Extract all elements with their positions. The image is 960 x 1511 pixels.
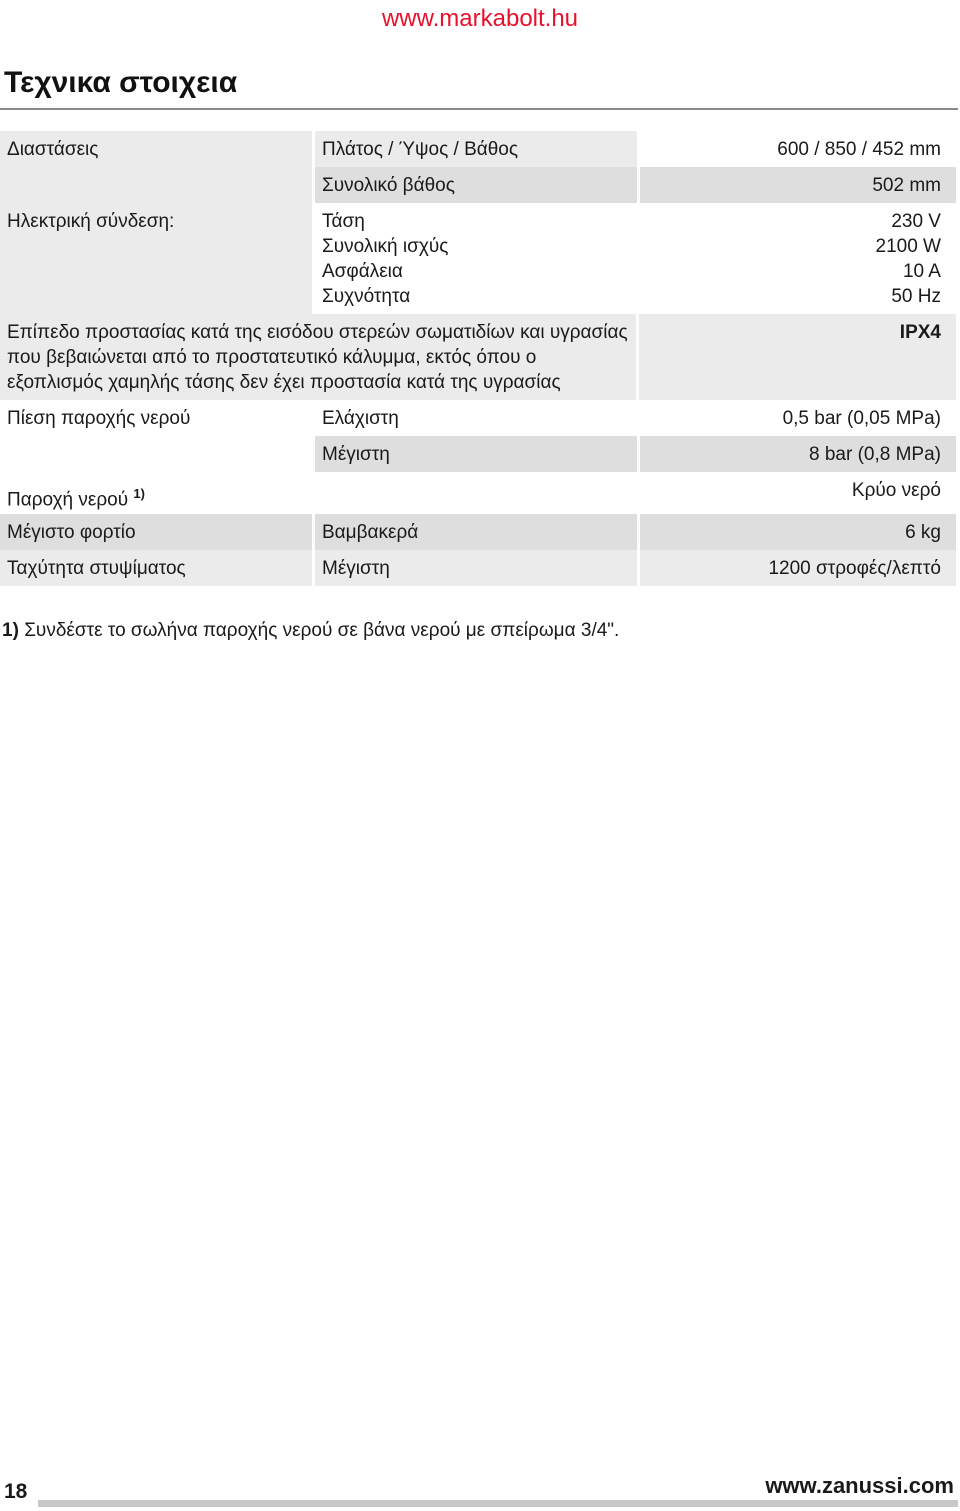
table-row-total-depth: [0, 167, 956, 203]
row-value: 502 mm: [640, 167, 956, 203]
row-label: Ταχύτητα στυψίματος: [0, 550, 312, 586]
watermark-url: www.markabolt.hu: [381, 5, 579, 32]
footnote-ref: 1): [133, 486, 145, 501]
value-voltage: 230 V: [891, 211, 941, 232]
footnote-mark: 1): [2, 620, 19, 641]
title-divider: [0, 108, 958, 110]
table-row-dimensions: [0, 131, 956, 167]
row-label-text: Παροχή νερού: [7, 489, 129, 511]
row-param: Βαμβακερά: [315, 514, 637, 550]
table-row-protection: [0, 314, 956, 400]
row-params: [315, 203, 637, 314]
row-value: Κρύο νερό: [851, 480, 941, 501]
row-value: 6 kg: [640, 514, 956, 550]
specs-table: [0, 131, 956, 586]
row-value: 600 / 850 / 452 mm: [777, 139, 941, 160]
footnote-text: Συνδέστε το σωλήνα παροχής νερού σε βάνα νερού με σπείρωμα 3/4".: [24, 620, 620, 641]
table-row-max-load: [0, 514, 956, 550]
row-label: [0, 167, 312, 203]
row-label: Επίπεδο προστασίας κατά της εισόδου στερεών σωματιδίων και υγρασίας που βεβαιώνεται από το προστατευτικό κάλυμμα, εκτός όπου ο εξοπλισμός χαμηλής τάσης δεν έχει προστασία κατά της υγρασίας: [0, 314, 636, 400]
row-label: [0, 472, 312, 514]
table-row-water-supply: [0, 472, 956, 514]
row-param: Ελάχιστη: [322, 408, 399, 429]
value-fuse: 10 A: [902, 261, 941, 282]
row-label: Ηλεκτρική σύνδεση:: [0, 203, 312, 314]
row-label: Διαστάσεις: [0, 131, 312, 167]
param-frequency: Συχνότητα: [322, 286, 411, 307]
footer-url: www.zanussi.com: [765, 1473, 954, 1498]
row-values: [640, 203, 956, 314]
table-row-water-pressure-min: [0, 400, 956, 436]
page-title: Τεχνικα στοιχεια: [4, 66, 238, 99]
row-value: 1200 στροφές/λεπτό: [640, 550, 956, 586]
table-row-water-pressure-max: [0, 436, 956, 472]
param-total-power: Συνολική ισχύς: [322, 236, 449, 257]
table-row-electrical: [0, 203, 956, 314]
param-voltage: Τάση: [322, 211, 365, 232]
row-param: Μέγιστη: [315, 550, 637, 586]
table-row-spin-speed: [0, 550, 956, 586]
row-param: Συνολικό βάθος: [315, 167, 637, 203]
row-param: [315, 472, 637, 514]
value-frequency: 50 Hz: [891, 286, 941, 307]
footer-divider: [38, 1500, 958, 1507]
row-value: IPX4: [639, 314, 956, 400]
row-label: Πίεση παροχής νερού: [7, 408, 191, 429]
row-param: Πλάτος / Ύψος / Βάθος: [315, 131, 637, 167]
row-label: Μέγιστο φορτίο: [0, 514, 312, 550]
footnote: [2, 618, 619, 643]
page-number: 18: [4, 1480, 28, 1503]
value-total-power: 2100 W: [875, 236, 941, 257]
row-value: 8 bar (0,8 MPa): [640, 436, 956, 472]
row-value: 0,5 bar (0,05 MPa): [782, 408, 941, 429]
row-param: Μέγιστη: [315, 436, 637, 472]
row-label: [0, 436, 312, 472]
param-fuse: Ασφάλεια: [322, 261, 403, 282]
